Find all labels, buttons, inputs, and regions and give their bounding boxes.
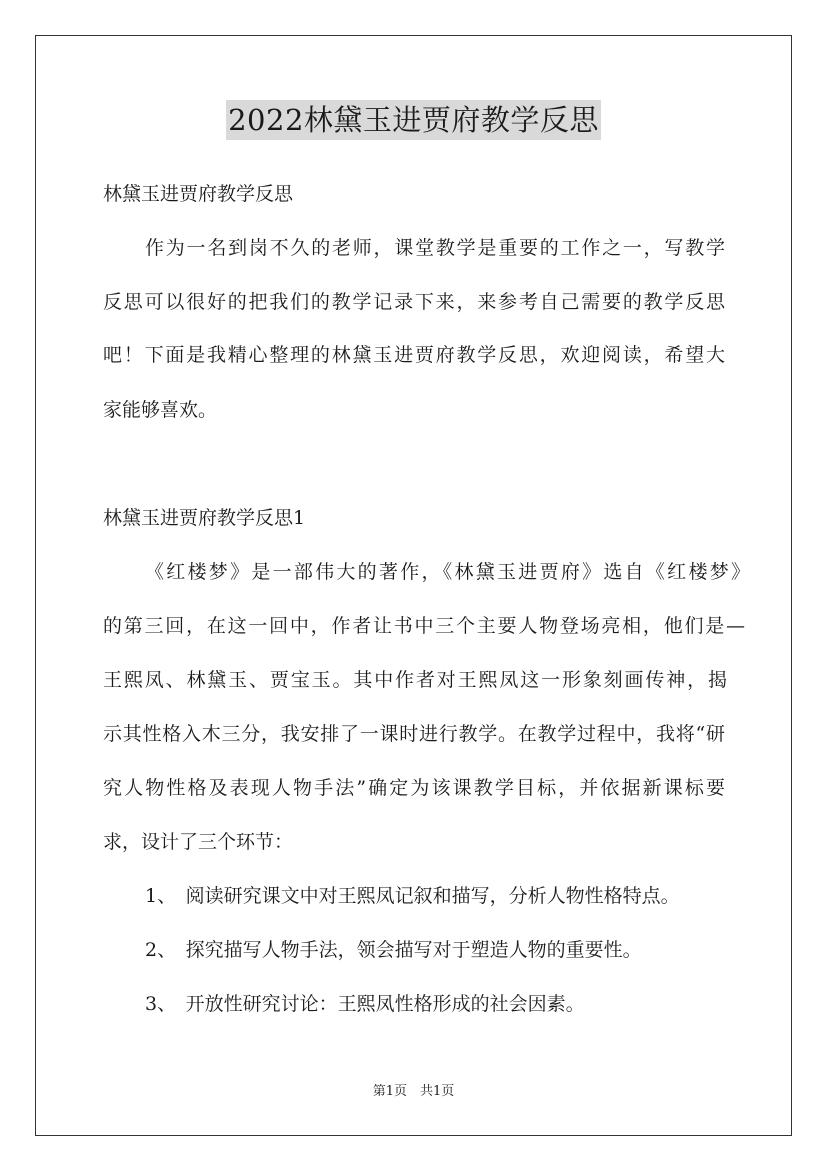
section-line-6: 求，设计了三个环节： [103,831,294,853]
page-footer: 第1页 共1页 [372,1084,455,1099]
section-line-1: 《红楼梦》是一部伟大的著作，《林黛玉进贾府》选自《红楼梦》 [145,561,750,583]
intro-line-4: 家能够喜欢。 [103,399,218,421]
intro-line-3: 吧！下面是我精心整理的林黛玉进贾府教学反思，欢迎阅读，希望大 [103,344,725,366]
section-heading: 林黛玉进贾府教学反思1 [103,507,306,529]
section-line-3: 王熙凤、林黛玉、贾宝玉。其中作者对王熙凤这一形象刻画传神，揭 [103,669,727,691]
section-line-5: 究人物性格及表现人物手法”确定为该课教学目标，并依据新课标要 [103,777,725,799]
list-item-2: 2、 探究描写人物手法，领会描写对于塑造人物的重要性。 [145,939,642,961]
list-item-1: 1、 阅读研究课文中对王熙凤记叙和描写，分析人物性格特点。 [145,885,680,907]
section-line-4: 示其性格入木三分，我安排了一课时进行教学。在教学过程中，我将“研 [103,723,725,745]
document-title: 2022林黛玉进贾府教学反思 [226,100,601,140]
intro-line-2: 反思可以很好的把我们的教学记录下来，来参考自己需要的教学反思 [103,291,725,313]
section-line-2: 的第三回，在这一回中，作者让书中三个主要人物登场亮相，他们是— [103,615,745,637]
list-item-3: 3、 开放性研究讨论：王熙凤性格形成的社会因素。 [145,993,585,1015]
subtitle: 林黛玉进贾府教学反思 [103,183,294,205]
intro-line-1: 作为一名到岗不久的老师，课堂教学是重要的工作之一，写教学 [145,237,725,259]
title-container [0,100,827,140]
